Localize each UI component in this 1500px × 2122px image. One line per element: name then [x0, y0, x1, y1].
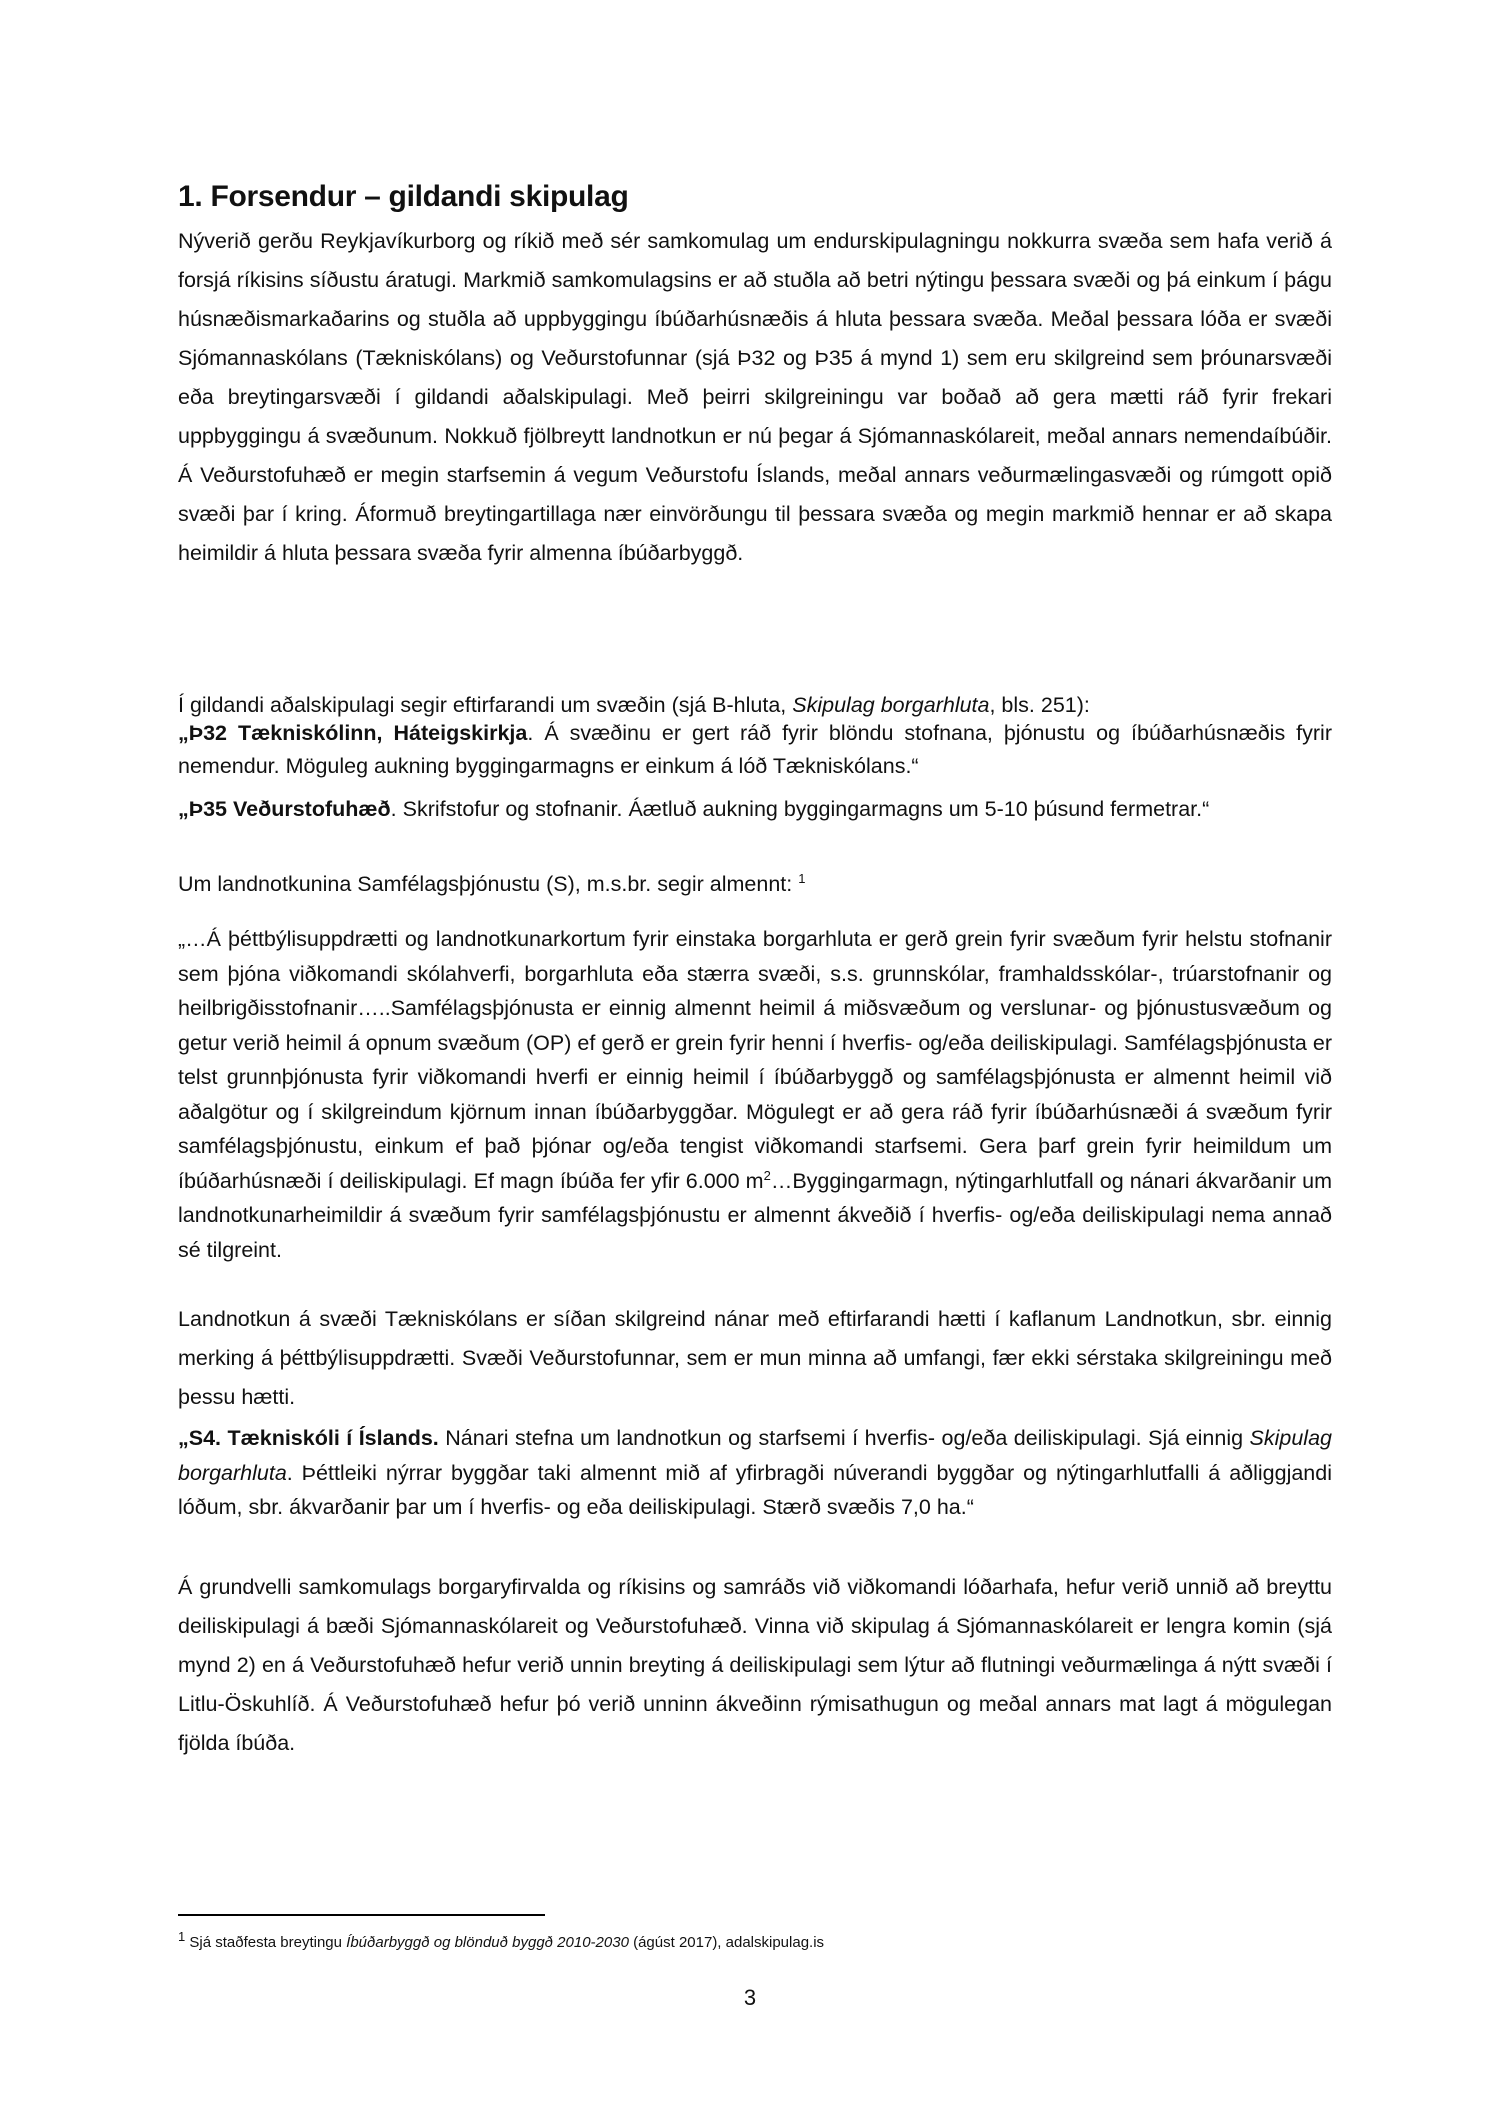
text: . Þéttleiki nýrrar byggðar taki almennt mið af yfirbragði núverandi byggðar og nýtingarhlutfalli á aðliggjandi lóðum, sbr. ákvarðanir þar um í hverfis- og eða deiliskipulagi. Stærð svæðis 7,0 ha.“ — [178, 1460, 1332, 1519]
quote-text: . Skrifstofur og stofnanir. Áætluð aukning byggingarmagns um 5-10 þúsund fermetrar.“ — [390, 797, 1210, 821]
quote-th35 — [178, 793, 1332, 826]
text: …Byggingarmagn, nýtingarhlutfall og nánari ákvarðanir um landnotkunarheimildir á svæðum fyrir samfélagsþjónustu er almennt ákveðið í hverfis- og/eða deiliskipulagi nema annað sé tilgreint. — [178, 1168, 1332, 1262]
footnote-ref[interactable]: 1 — [798, 870, 806, 886]
text: Sjá staðfesta breytingu — [185, 1934, 347, 1951]
quote-label: „Þ35 Veðurstofuhæð — [178, 797, 391, 821]
quote-label: „S4. Tækniskóli í Íslands. — [178, 1426, 439, 1450]
quote-s4 — [178, 1421, 1332, 1525]
footnote — [178, 1929, 825, 1951]
closing-paragraph: Á grundvelli samkomulags borgaryfirvalda og ríkisins og samráðs við viðkomandi lóðarhafa, hefur verið unnið að breyttu deiliskipulagi á bæði Sjómannaskólareit og Veðurstofuhæð. Vinna við skipulag á Sjómannaskólareit er lengra komin (sjá mynd 2) en á Veðurstofuhæð hefur verið unnin breyting á deiliskipulagi sem lýtur að flutningi veðurmælinga á nýtt svæði í Litlu-Öskuhlíð. Á Veðurstofuhæð hefur þó verið unninn ákveðinn rýmisathugun og meðal annars mat lagt á mögulegan fjölda íbúða. — [178, 1575, 1332, 1755]
footnote-separator — [178, 1914, 545, 1916]
superscript: 2 — [763, 1167, 771, 1183]
footnote-number: 1 — [178, 1929, 186, 1944]
italic-title: Íbúðarbyggð og blönduð byggð 2010-2030 — [346, 1934, 629, 1951]
text: „…Á þéttbýlisuppdrætti og landnotkunarkortum fyrir einstaka borgarhluta er gerð grein fyrir svæðum fyrir helstu stofnanir sem þjóna viðkomandi skólahverfi, borgarhluta eða stærra svæði, s.s. grunnskólar, framhaldsskólar-, trúarstofnanir og heilbrigðisstofnanir…..Samfélagsþjónusta er einnig almennt heimil á miðsvæðum og verslunar- og þjónustusvæðum og getur verið heimil á opnum svæðum (OP) ef gerð er grein fyrir henni í hverfis- og/eða deiliskipulagi. Samfélagsþjónusta er telst grunnþjónusta fyrir viðkomandi hverfi er einnig heimil í íbúðarbyggð og samfélagsþjónusta er almennt heimil við aðalgötur og í skilgreindum kjörnum innan íbúðarbyggðar. Mögulegt er að gera ráð fyrir íbúðarhúsnæði á svæðum fyrir samfélagsþjónustu, einkum ef það þjónar og/eða tengist viðkomandi starfsemi. Gera þarf grein fyrir heimildum um íbúðarhúsnæði í deiliskipulagi. Ef magn íbúða fer yfir 6.000 m — [178, 927, 1332, 1193]
text: , bls. 251): — [989, 693, 1090, 717]
text: Um landnotkunina Samfélagsþjónustu (S), m.s.br. segir almennt: — [178, 872, 799, 896]
intro-paragraph: Nýverið gerðu Reykjavíkurborg og ríkið með sér samkomulag um endurskipulagningu nokkurra svæða sem hafa verið á forsjá ríkisins síðustu áratugi. Markmið samkomulagsins er að stuðla að betri nýtingu þessara svæði og þá einkum í þágu húsnæðismarkaðarins og stuðla að uppbyggingu íbúðarhúsnæðis á hluta þessara svæða. Meðal þessara lóða er svæði Sjómannaskólans (Tækniskólans) og Veðurstofunnar (sjá Þ32 og Þ35 á mynd 1) sem eru skilgreind sem þróunarsvæði eða breytingarsvæði í gildandi aðalskipulagi. Með þeirri skilgreiningu var boðað að gera mætti ráð fyrir frekari uppbyggingu á svæðunum. Nokkuð fjölbreytt landnotkun er nú þegar á Sjómannaskólareit, meðal annars nemendaíbúðir. Á Veðurstofuhæð er megin starfsemin á vegum Veðurstofu Íslands, meðal annars veðurmælingasvæði og rúmgott opið svæði þar í kring. Áformuð breytingartillaga nær einvörðungu til þessara svæða og megin markmið hennar er að skapa heimildir á hluta þessara svæða fyrir almenna íbúðarbyggð. — [178, 229, 1332, 565]
italic-title: Skipulag borgarhluta — [178, 1426, 1332, 1485]
italic-title: Skipulag borgarhluta — [792, 693, 990, 717]
text: (ágúst 2017), adalskipulag.is — [628, 1934, 825, 1951]
text: Nánari stefna um landnotkun og starfsemi í hverfis- og/eða deiliskipulagi. Sjá einnig — [438, 1426, 1250, 1450]
quote-label: „Þ32 Tækniskólinn, Háteigskirkja — [178, 721, 528, 745]
text: Í gildandi aðalskipulagi segir eftirfarandi um svæðin (sjá B-hluta, — [178, 693, 793, 717]
landuse-paragraph: Landnotkun á svæði Tækniskólans er síðan skilgreind nánar með eftirfarandi hætti í kaflanum Landnotkun, sbr. einnig merking á þéttbýlisuppdrætti. Svæði Veðurstofunnar, sem er mun minna að umfangi, fær ekki sérstaka skilgreiningu með þessu hætti. — [178, 1307, 1332, 1409]
page-number: 3 — [743, 1985, 757, 2010]
section-heading: 1. Forsendur – gildandi skipulag — [178, 180, 629, 213]
quote-th32 — [178, 717, 1332, 783]
landuse-intro — [178, 868, 1332, 901]
landuse-quote — [178, 922, 1332, 1267]
quote-text: . Á svæðinu er gert ráð fyrir blöndu stofnana, þjónustu og íbúðarhúsnæðis fyrir nemendur. Möguleg aukning byggingarmagns er einkum á lóð Tækniskólans.“ — [178, 721, 1332, 778]
